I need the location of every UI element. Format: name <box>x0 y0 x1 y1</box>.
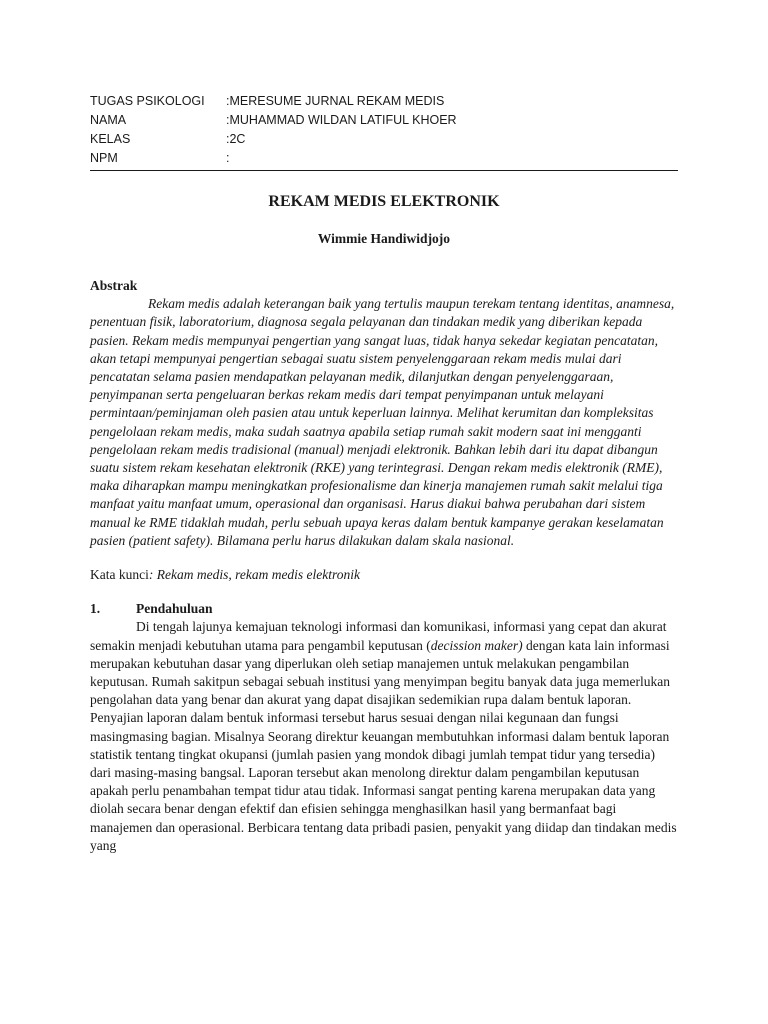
document-page <box>90 92 678 855</box>
keywords-value: : Rekam medis, rekam medis elektronik <box>148 567 361 583</box>
header-row-npm <box>90 149 678 168</box>
header-label: NAMA <box>90 113 127 127</box>
assignment-header <box>90 92 678 171</box>
header-label: KELAS <box>90 132 131 146</box>
header-label: NPM <box>90 151 118 165</box>
section-heading <box>90 600 678 618</box>
keywords-label: Kata kunci <box>90 567 149 583</box>
header-value: :2C <box>226 132 246 146</box>
author-name: Wimmie Handiwidjojo <box>317 231 451 246</box>
abstract-heading: Abstrak <box>90 278 138 293</box>
header-value: :MERESUME JURNAL REKAM MEDIS <box>226 94 445 108</box>
paragraph-text: Di tengah lajunya kemajuan teknologi informasi dan komunikasi, informasi yang cepat dan akurat semakin menjadi kebutuhan utama para pengambil keputusan ( <box>90 619 667 653</box>
header-row-assignment <box>90 92 678 111</box>
document-title: REKAM MEDIS ELEKTRONIK <box>268 193 500 210</box>
section-number: 1. <box>90 601 101 617</box>
header-value: :MUHAMMAD WILDAN LATIFUL KHOER <box>226 113 457 127</box>
paragraph-text: dengan kata lain informasi merupakan kebutuhan dasar yang diperlukan oleh setiap manajemen untuk melakukan pengambilan keputusan. Rumah sakitpun sebagai sebuah institusi yang menyimpan begitu banyak data juga memerlukan pengolahan data yang benar dan akurat yang dapat disajikan sedemikian rupa dalam bentuk laporan. Penyajian laporan dalam bentuk informasi tersebut harus sesuai dengan nilai kegunaan dan fungsi masingmasing bagian. Misalnya Seorang direktur keuangan membutuhkan informasi dalam bentuk laporan statistik tentang tingkat okupansi (jumlah pasien yang mondok dibagi jumlah tempat tidur yang tersedia) dari masing-masing bangsal. Laporan tersebut akan menolong direktur dalam pengambilan keputusan apakah perlu penambahan tempat tidur atau tidak. Informasi sangat penting karena merupakan data yang diolah secara benar dengan efektif dan efisien sehingga menghasilkan hasil yang bermanfaat bagi manajemen dan operasional. Berbicara tentang data pribadi pasien, penyakit yang diidap dan tindakan medis yang <box>90 637 677 853</box>
header-row-class <box>90 130 678 149</box>
header-row-name <box>90 111 678 130</box>
abstract-text: Rekam medis adalah keterangan baik yang tertulis maupun terekam tentang identitas, anamnesa, penentuan fisik, laboratorium, diagnosa segala pelayanan dan tindakan medik yang diberikan kepada pasien. Rekam medis mempunyai pengertian yang sangat luas, tidak hanya sekedar kegiatan pencatatan, akan tetapi mempunyai pengertian sebagai suatu sistem penyelenggaraan rekam medis mulai dari pencatatan selama pasien mendapatkan pelayanan medik, dilanjutkan dengan penyelenggaraan, penyimpanan serta pengeluaran berkas rekam medis dari tempat penyimpanan untuk melayani permintaan/peminjaman oleh pasien atau untuk keperluan lainnya. Melihat kerumitan dan kompleksitas pengelolaan rekam medis, maka sudah saatnya apabila setiap rumah sakit modern saat ini mengganti pengelolaan rekam medis tradisional (manual) menjadi elektronik. Bahkan lebih dari itu dapat dibangun suatu sistem rekam kesehatan elektronik (RKE) yang terintegrasi. Dengan rekam medis elektronik (RME), maka diharapkan mampu meningkatkan profesionalisme dan kinerja manajemen rumah sakit melalui tiga manfaat yaitu manfaat umum, operasional dan organisasi. Harus diakui bahwa perubahan dari sistem manual ke RME tidaklah mudah, perlu sebuah upaya keras dalam bentuk kampanye gerakan keselamatan pasien (patient safety). Bilamana perlu harus dilakukan dalam skala nasional. <box>90 296 675 548</box>
paragraph-italic-text: decission maker) <box>430 637 523 653</box>
section-paragraph <box>90 618 678 855</box>
header-value: : <box>226 151 230 165</box>
section-title: Pendahuluan <box>136 601 213 617</box>
header-label: TUGAS PSIKOLOGI <box>90 94 205 108</box>
keywords <box>90 566 678 584</box>
